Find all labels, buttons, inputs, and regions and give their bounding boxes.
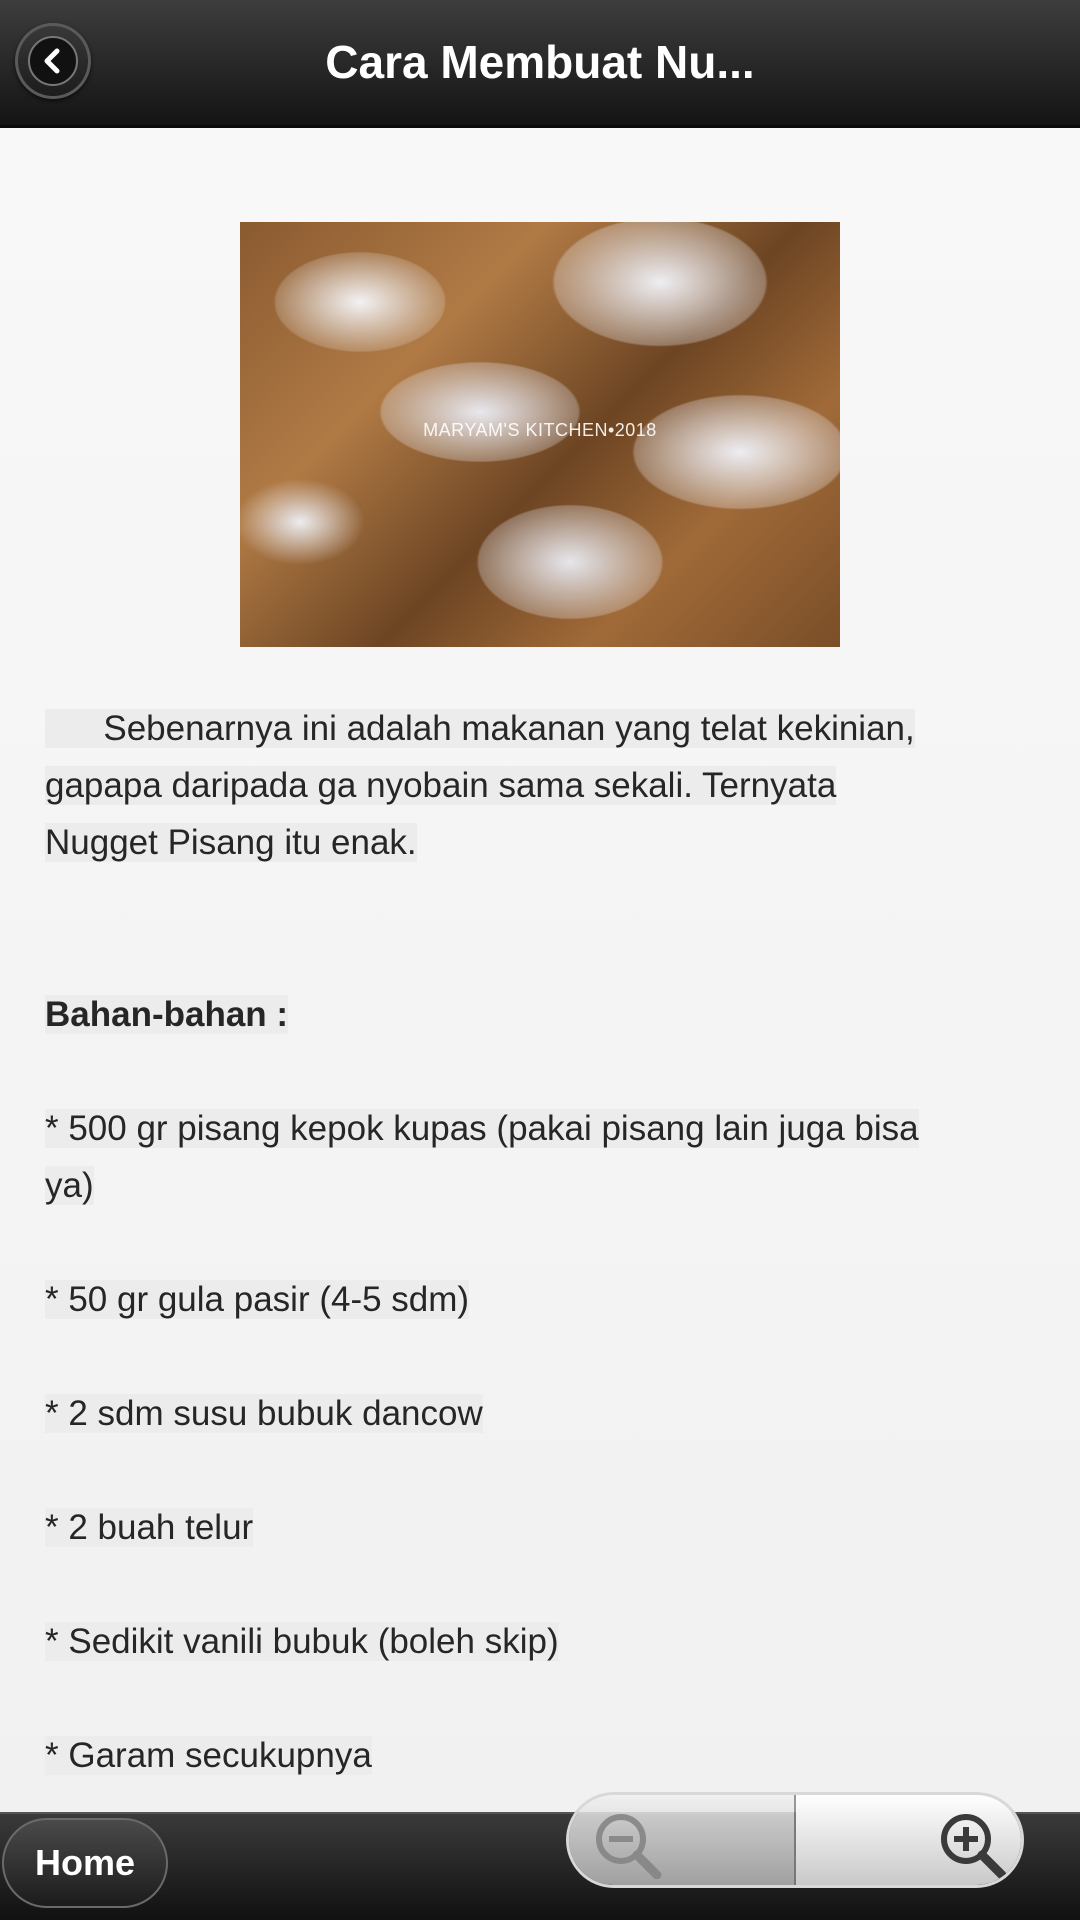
- ingredient-text: * 500 gr pisang kepok kupas (pakai pisang lain juga bisa: [45, 1109, 919, 1148]
- back-button[interactable]: [15, 23, 91, 99]
- zoom-in-button[interactable]: [796, 1795, 1021, 1885]
- ingredients-heading-text: Bahan-bahan :: [45, 995, 289, 1034]
- ingredient-item: [45, 1613, 1035, 1670]
- ingredient-text: * 2 buah telur: [45, 1508, 254, 1547]
- ingredient-item: [45, 1499, 1035, 1556]
- home-button[interactable]: Home: [2, 1818, 168, 1908]
- ingredient-text: * 50 gr gula pasir (4-5 sdm): [45, 1280, 470, 1319]
- ingredient-text: ya): [45, 1166, 94, 1205]
- zoom-in-icon: [936, 1809, 1016, 1884]
- ingredient-text: * Garam secukupnya: [45, 1736, 372, 1775]
- zoom-out-button[interactable]: [569, 1795, 796, 1885]
- intro-line: Nugget Pisang itu enak.: [45, 823, 417, 862]
- ingredient-item: [45, 1271, 1035, 1328]
- intro-line: gapapa daripada ga nyobain sama sekali. Ternyata: [45, 766, 837, 805]
- top-app-bar: [0, 0, 1080, 128]
- recipe-photo: [240, 222, 840, 647]
- photo-watermark: MARYAM'S KITCHEN•2018: [423, 420, 657, 440]
- ingredients-heading: [45, 986, 288, 1043]
- ingredient-item: [45, 1727, 1035, 1784]
- ingredient-item: [45, 1100, 1035, 1214]
- intro-paragraph: [45, 700, 1035, 871]
- ingredient-text: * 2 sdm susu bubuk dancow: [45, 1394, 483, 1433]
- bottom-toolbar: [0, 1812, 1080, 1920]
- page-title: Cara Membuat Nu...: [325, 36, 755, 88]
- article-content[interactable]: [0, 128, 1080, 1812]
- ingredient-text: * Sedikit vanili bubuk (boleh skip): [45, 1622, 559, 1661]
- ingredient-item: [45, 1385, 1035, 1442]
- intro-line: Sebenarnya ini adalah makanan yang telat kekinian,: [45, 709, 915, 748]
- zoom-out-icon: [591, 1809, 671, 1884]
- zoom-controls: [566, 1792, 1024, 1888]
- chevron-left-icon: [28, 36, 78, 86]
